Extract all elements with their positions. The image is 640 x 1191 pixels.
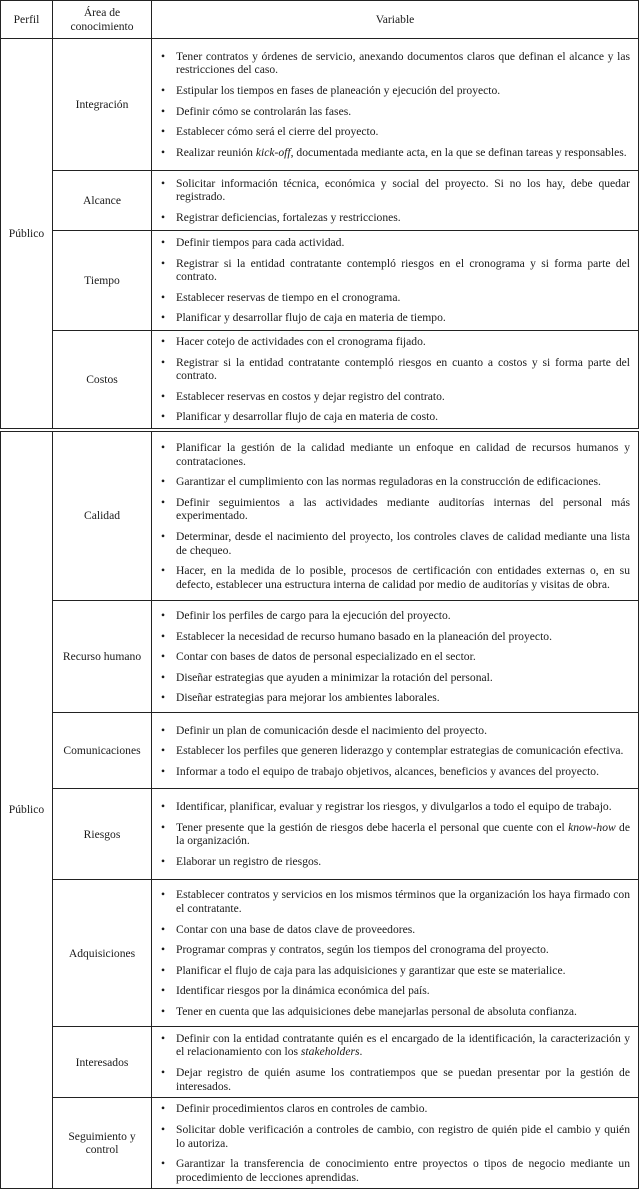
area-cell: Adquisiciones — [53, 880, 152, 1027]
variable-cell — [152, 1027, 639, 1098]
variable-list — [152, 796, 638, 872]
area-cell: Seguimiento y control — [53, 1098, 152, 1189]
table-row — [1, 713, 639, 789]
list-item: • Elaborar un registro de riesgos. — [176, 855, 630, 869]
variable-cell — [152, 331, 639, 430]
variable-list — [152, 232, 638, 329]
list-item: • Definir un plan de comunicación desde el nacimiento del proyecto. — [176, 724, 630, 738]
list-item: • Definir procedimientos claros en controles de cambio. — [176, 1102, 630, 1116]
variable-list — [152, 1028, 638, 1097]
list-item: • Tener contratos y órdenes de servicio, anexando documentos claros que definan el alcance y las restricciones del caso. — [176, 50, 630, 77]
variable-cell — [152, 39, 639, 171]
area-cell: Integración — [53, 39, 152, 171]
list-item: • Establecer cómo será el cierre del proyecto. — [176, 125, 630, 139]
list-item: • Establecer contratos y servicios en los mismos términos que la organización los haya firmado con el contratante. — [176, 888, 630, 915]
table-row — [1, 601, 639, 713]
list-item: • Realizar reunión kick-off, documentada mediante acta, en la que se definan tareas y responsables. — [176, 146, 630, 160]
variable-cell — [152, 231, 639, 331]
area-cell: Costos — [53, 331, 152, 430]
variable-list — [152, 173, 638, 229]
header-row — [1, 1, 639, 39]
list-item: • Planificar la gestión de la calidad mediante un enfoque en calidad de recursos humanos y contrataciones. — [176, 441, 630, 468]
list-item: • Hacer, en la medida de lo posible, procesos de certificación con entidades externas o, en su defecto, establecer una estructura interna de calidad por medio de auditorías y visitas de obra. — [176, 564, 630, 591]
variable-list — [152, 1098, 638, 1188]
list-item: • Definir cómo se controlarán las fases. — [176, 105, 630, 119]
table-row — [1, 789, 639, 880]
variable-list — [152, 884, 638, 1022]
list-item: • Planificar el flujo de caja para las adquisiciones y garantizar que este se materialice. — [176, 964, 630, 978]
area-cell: Alcance — [53, 171, 152, 231]
list-item: • Solicitar doble verificación a controles de cambio, con registro de quién pide el cambio y quién lo autoriza. — [176, 1123, 630, 1150]
variable-cell — [152, 713, 639, 789]
variable-cell — [152, 1098, 639, 1189]
variable-list — [152, 331, 638, 428]
perfil-cell: Público — [1, 430, 53, 1189]
list-item: • Establecer los perfiles que generen liderazgo y contemplar estrategias de comunicación efectiva. — [176, 744, 630, 758]
variable-list — [152, 437, 638, 595]
list-item: • Tener presente que la gestión de riesgos debe hacerla el personal que cuente con el know-how de la organización. — [176, 821, 630, 848]
list-item: • Establecer reservas en costos y dejar registro del contrato. — [176, 390, 630, 404]
area-cell: Tiempo — [53, 231, 152, 331]
perfil-cell: Público — [1, 39, 53, 430]
variable-list — [152, 46, 638, 164]
header-area: Área de conocimiento — [53, 1, 152, 39]
variable-cell — [152, 430, 639, 601]
list-item: • Planificar y desarrollar flujo de caja en materia de tiempo. — [176, 311, 630, 325]
list-item: • Definir tiempos para cada actividad. — [176, 236, 630, 250]
list-item: • Definir seguimientos a las actividades mediante auditorías internas del personal más experimentado. — [176, 496, 630, 523]
list-item: • Contar con bases de datos de personal especializado en el sector. — [176, 650, 630, 664]
variable-cell — [152, 171, 639, 231]
table-body — [1, 39, 639, 1189]
area-cell: Interesados — [53, 1027, 152, 1098]
list-item: • Planificar y desarrollar flujo de caja en materia de costo. — [176, 410, 630, 424]
area-cell: Riesgos — [53, 789, 152, 880]
list-item: • Diseñar estrategias que ayuden a minimizar la rotación del personal. — [176, 671, 630, 685]
list-item: • Registrar deficiencias, fortalezas y restricciones. — [176, 211, 630, 225]
list-item: • Identificar riesgos por la dinámica económica del país. — [176, 984, 630, 998]
list-item: • Tener en cuenta que las adquisiciones debe manejarlas personal de absoluta confianza. — [176, 1005, 630, 1019]
table-row — [1, 1027, 639, 1098]
area-cell: Recurso humano — [53, 601, 152, 713]
table-row — [1, 171, 639, 231]
list-item: • Registrar si la entidad contratante contempló riesgos en el cronograma y si forma parte del contrato. — [176, 257, 630, 284]
list-item: • Establecer reservas de tiempo en el cronograma. — [176, 291, 630, 305]
variable-cell — [152, 789, 639, 880]
list-item: • Garantizar la transferencia de conocimiento entre proyectos o tipos de negocio mediante un procedimiento de lecciones aprendidas. — [176, 1157, 630, 1184]
list-item: • Estipular los tiempos en fases de planeación y ejecución del proyecto. — [176, 84, 630, 98]
list-item: • Definir los perfiles de cargo para la ejecución del proyecto. — [176, 609, 630, 623]
list-item: • Programar compras y contratos, según los tiempos del cronograma del proyecto. — [176, 943, 630, 957]
list-item: • Registrar si la entidad contratante contempló riesgos en cuanto a costos y si forma parte del contrato. — [176, 356, 630, 383]
header-perfil: Perfil — [1, 1, 53, 39]
variable-cell — [152, 601, 639, 713]
variable-list — [152, 605, 638, 709]
table-row — [1, 1098, 639, 1189]
list-item: • Garantizar el cumplimiento con las normas reguladoras en la construcción de edificaciones. — [176, 475, 630, 489]
area-cell: Calidad — [53, 430, 152, 601]
table-row — [1, 430, 639, 601]
list-item: • Informar a todo el equipo de trabajo objetivos, alcances, beneficios y avances del proyecto. — [176, 765, 630, 779]
list-item: • Diseñar estrategias para mejorar los ambientes laborales. — [176, 691, 630, 705]
header-variable: Variable — [152, 1, 639, 39]
area-cell: Comunicaciones — [53, 713, 152, 789]
list-item: • Determinar, desde el nacimiento del proyecto, los controles claves de calidad mediante una lista de chequeo. — [176, 530, 630, 557]
list-item: • Hacer cotejo de actividades con el cronograma fijado. — [176, 335, 630, 349]
variable-list — [152, 720, 638, 783]
list-item: • Establecer la necesidad de recurso humano basado en la planeación del proyecto. — [176, 630, 630, 644]
table-row — [1, 880, 639, 1027]
variable-cell — [152, 880, 639, 1027]
list-item: • Solicitar información técnica, económica y social del proyecto. Si no los hay, debe quedar registrado. — [176, 177, 630, 204]
list-item: • Dejar registro de quién asume los contratiempos que se puedan presentar por la gestión de interesados. — [176, 1066, 630, 1093]
table-row — [1, 39, 639, 171]
table-row — [1, 231, 639, 331]
list-item: • Identificar, planificar, evaluar y registrar los riesgos, y divulgarlos a todo el equipo de trabajo. — [176, 800, 630, 814]
list-item: • Contar con una base de datos clave de proveedores. — [176, 923, 630, 937]
list-item: • Definir con la entidad contratante quién es el encargado de la identificación, la caracterización y el relacionamiento con los stakeholders. — [176, 1032, 630, 1059]
table-row — [1, 331, 639, 430]
